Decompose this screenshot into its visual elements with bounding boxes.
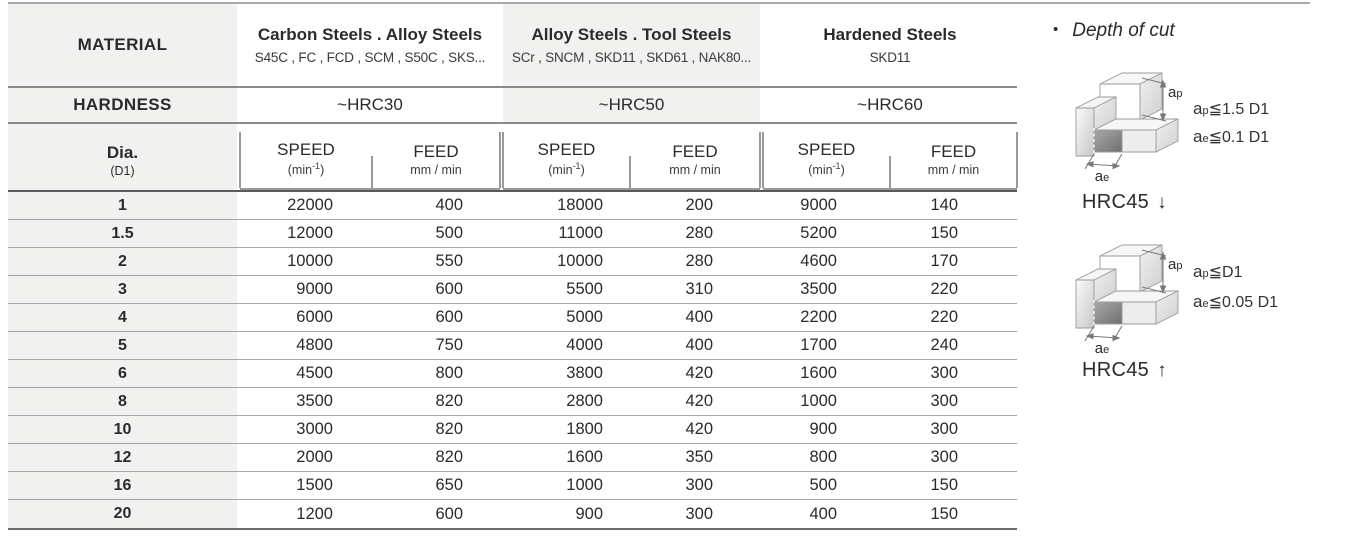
header-divider-line — [759, 132, 761, 188]
speed-cell: 9000 — [800, 196, 837, 214]
speed-cell: 1200 — [296, 504, 333, 523]
feed-cell: 310 — [685, 280, 713, 298]
feed-cell: 400 — [685, 336, 713, 354]
speed-cell: 2800 — [566, 392, 603, 410]
feed-cell: 150 — [930, 504, 958, 523]
speed-header: SPEED $(\min^{-1})$ — [503, 124, 630, 190]
step-block-illustration — [1048, 234, 1208, 369]
speed-cell: 2000 — [296, 448, 333, 466]
feed-cell: 820 — [435, 420, 463, 438]
ae-dim-label: ae — [1094, 340, 1110, 357]
dia-label: Dia. — [106, 142, 139, 162]
header-divider-line — [499, 132, 501, 188]
speed-cell: 4600 — [800, 252, 837, 270]
speed-cell: 400 — [809, 504, 837, 523]
hrc-label-2: HRC45 ↑ — [1082, 359, 1167, 381]
feed-header: FEED mm / min — [372, 124, 500, 190]
ap-rule-2: ap≦D1 — [1193, 262, 1243, 281]
header-divider-line — [629, 156, 631, 188]
step-block-illustration — [1048, 62, 1208, 197]
header-divider-line — [889, 156, 891, 188]
table-row — [8, 332, 1017, 360]
feed-cell: 750 — [435, 336, 463, 354]
speed-cell: 10000 — [557, 252, 603, 270]
group-subtitle: SCr , SNCM , SKD11 , SKD61 , NAK80... — [511, 50, 752, 65]
feed-cell: 280 — [685, 224, 713, 242]
speed-cell: 1500 — [296, 476, 333, 494]
feed-cell: 420 — [685, 364, 713, 382]
ae-rule-2: ae≦0.05 D1 — [1193, 292, 1279, 311]
dia-cell: 1.5 — [8, 220, 237, 247]
cutting-conditions-table — [8, 4, 1017, 530]
feed-cell: 650 — [435, 476, 463, 494]
hardness-label: HARDNESS — [8, 88, 237, 122]
feed-cell: 240 — [930, 336, 958, 354]
feed-cell: 300 — [930, 448, 958, 466]
hrc-label-1: HRC45 ↓ — [1082, 191, 1167, 213]
table-row — [8, 220, 1017, 248]
speed-cell: 5200 — [800, 224, 837, 242]
table-row — [8, 360, 1017, 388]
feed-cell: 500 — [435, 224, 463, 242]
bottom-rule — [8, 528, 1017, 530]
header-divider-line — [502, 132, 504, 188]
group-title: Hardened Steels — [823, 25, 957, 44]
table-row — [8, 500, 1017, 528]
header-divider-line — [239, 132, 241, 188]
speed-cell: 4000 — [566, 336, 603, 354]
speed-cell: 2200 — [800, 308, 837, 326]
speed-cell: 900 — [575, 504, 603, 523]
speed-cell: 1800 — [566, 420, 603, 438]
bullet-icon: • — [1053, 21, 1059, 38]
speed-cell: 3800 — [566, 364, 603, 382]
ap-rule-1: ap≦1.5 D1 — [1193, 99, 1270, 118]
header-divider-line — [1016, 132, 1018, 188]
feed-cell: 150 — [930, 476, 958, 494]
feed-cell: 300 — [930, 364, 958, 382]
material-row — [8, 4, 1017, 86]
speed-cell: 10000 — [287, 252, 333, 270]
depth-of-cut-diagram-1 — [1048, 62, 1208, 197]
feed-cell: 200 — [685, 196, 713, 214]
speed-cell: 11000 — [558, 224, 603, 242]
speed-cell: 4500 — [296, 364, 333, 382]
material-group-alloy — [503, 4, 760, 86]
ae-dim-label: ae — [1094, 168, 1110, 185]
feed-cell: 300 — [930, 420, 958, 438]
speed-cell: 900 — [809, 420, 837, 438]
feed-header: FEED mm / min — [630, 124, 760, 190]
depth-of-cut-title: • Depth of cut — [1053, 20, 1175, 41]
feed-cell: 150 — [930, 224, 958, 242]
dia-cell: 1 — [8, 192, 237, 219]
dia-cell: 4 — [8, 304, 237, 331]
speed-cell: 5500 — [566, 280, 603, 298]
ap-dim-label: ap — [1168, 256, 1183, 273]
hardness-value-carbon: ~HRC30 — [337, 95, 403, 114]
hardness-value-hardened: ~HRC60 — [857, 95, 923, 114]
feed-header: FEED mm / min — [890, 124, 1017, 190]
speed-cell: 6000 — [296, 308, 333, 326]
table-row — [8, 388, 1017, 416]
speed-cell: 3000 — [296, 420, 333, 438]
speed-cell: 12000 — [287, 224, 333, 242]
table-row — [8, 416, 1017, 444]
dia-cell: 10 — [8, 416, 237, 443]
speed-header: SPEED $(\min^{-1})$ — [763, 124, 890, 190]
depth-of-cut-diagram-2 — [1048, 234, 1208, 369]
dia-cell: 3 — [8, 276, 237, 303]
feed-cell: 170 — [930, 252, 958, 270]
feed-cell: 800 — [435, 364, 463, 382]
speed-cell: 1600 — [566, 448, 603, 466]
feed-cell: 220 — [930, 308, 958, 326]
table-body — [8, 192, 1017, 528]
feed-cell: 400 — [435, 196, 463, 214]
table-row — [8, 304, 1017, 332]
speed-cell: 5000 — [566, 308, 603, 326]
speed-cell: 9000 — [296, 280, 333, 298]
feed-cell: 350 — [685, 448, 713, 466]
table-row — [8, 192, 1017, 220]
feed-cell: 550 — [435, 252, 463, 270]
header-divider-line — [762, 132, 764, 188]
speed-cell: 1700 — [800, 336, 837, 354]
speed-cell: 18000 — [557, 196, 603, 214]
feed-cell: 280 — [685, 252, 713, 270]
material-group-hardened — [763, 4, 1017, 86]
group-title: Alloy Steels . Tool Steels — [531, 25, 732, 44]
feed-cell: 420 — [685, 420, 713, 438]
dia-cell: 16 — [8, 472, 237, 499]
group-subtitle: S45C , FC , FCD , SCM , S50C , SKS... — [254, 50, 486, 65]
speed-cell: 1000 — [800, 392, 837, 410]
feed-cell: 600 — [435, 280, 463, 298]
speed-cell: 1600 — [800, 364, 837, 382]
table-row — [8, 444, 1017, 472]
dia-cell: 6 — [8, 360, 237, 387]
material-label: MATERIAL — [8, 4, 237, 86]
speed-header: SPEED $(\min^{-1})$ — [240, 124, 372, 190]
feed-cell: 140 — [930, 196, 958, 214]
feed-cell: 820 — [435, 392, 463, 410]
dia-sub-label: (D1) — [110, 163, 135, 178]
ap-dim-label: ap — [1168, 84, 1183, 101]
dia-cell: 5 — [8, 332, 237, 359]
material-group-carbon — [240, 4, 500, 86]
feed-cell: 600 — [435, 308, 463, 326]
feed-cell: 420 — [685, 392, 713, 410]
speed-cell: 3500 — [800, 280, 837, 298]
hardness-row — [8, 88, 1017, 122]
header-divider-line — [371, 156, 373, 188]
group-subtitle: SKD11 — [869, 50, 911, 65]
group-title: Carbon Steels . Alloy Steels — [257, 25, 483, 44]
feed-cell: 400 — [685, 308, 713, 326]
speed-cell: 22000 — [287, 196, 333, 214]
up-arrow-icon: ↑ — [1157, 359, 1167, 381]
hardness-value-alloy: ~HRC50 — [503, 88, 760, 122]
feed-cell: 300 — [930, 392, 958, 410]
speed-cell: 1000 — [566, 476, 603, 494]
feed-cell: 600 — [435, 504, 463, 523]
feed-cell: 300 — [685, 504, 713, 523]
dia-header — [8, 124, 237, 190]
speed-cell: 800 — [809, 448, 837, 466]
feed-cell: 300 — [685, 476, 713, 494]
feed-cell: 820 — [435, 448, 463, 466]
ae-rule-1: ae≦0.1 D1 — [1193, 127, 1270, 146]
dia-cell: 12 — [8, 444, 237, 471]
dia-cell: 20 — [8, 500, 237, 528]
feed-cell: 220 — [930, 280, 958, 298]
dia-cell: 8 — [8, 388, 237, 415]
table-row — [8, 248, 1017, 276]
speed-cell: 500 — [809, 476, 837, 494]
speed-cell: 4800 — [296, 336, 333, 354]
down-arrow-icon: ↓ — [1157, 191, 1167, 213]
column-header-row — [8, 124, 1017, 190]
dia-cell: 2 — [8, 248, 237, 275]
speed-cell: 3500 — [296, 392, 333, 410]
table-row — [8, 276, 1017, 304]
table-row — [8, 472, 1017, 500]
